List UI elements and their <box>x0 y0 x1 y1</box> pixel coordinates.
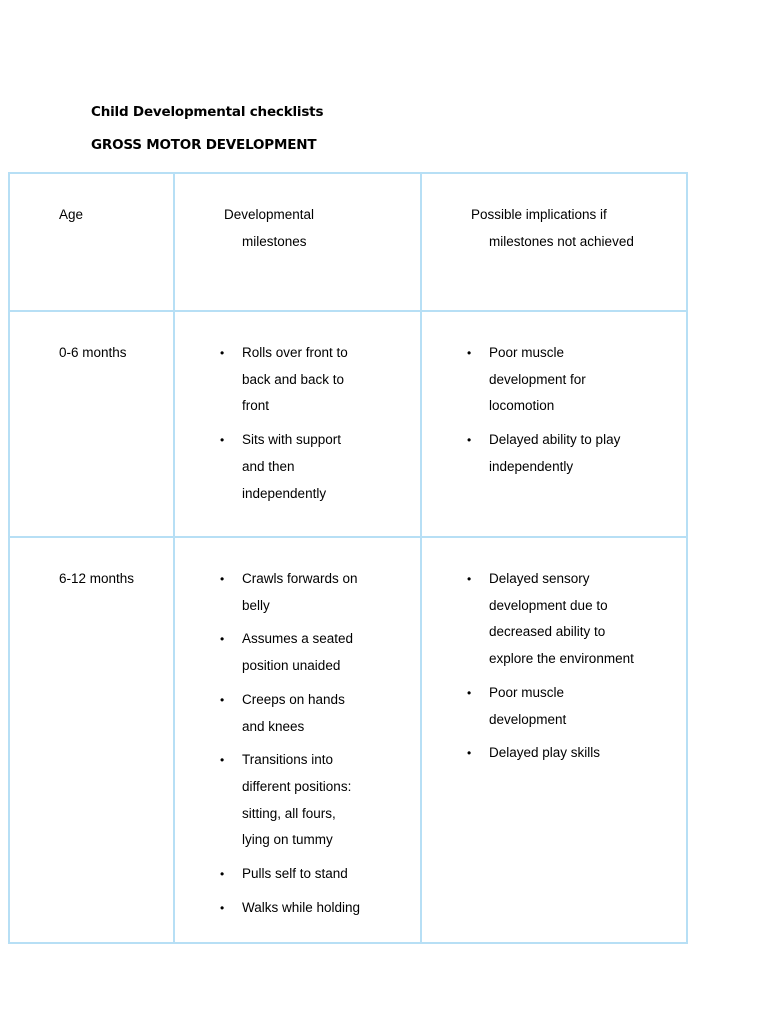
age-cell <box>9 537 174 943</box>
age-value: 0-6 months <box>59 345 127 360</box>
list-item: • Walks while holding <box>175 895 420 922</box>
gross-motor-table <box>8 172 688 944</box>
list-item: • Rolls over front to back and back to front <box>175 340 420 420</box>
header-cell-implications <box>421 173 687 311</box>
list-item: • Pulls self to stand <box>175 861 420 888</box>
list-item: • Delayed sensory development due to decreased ability to explore the environment <box>422 566 686 673</box>
document-title: Child Developmental checklists <box>91 104 324 120</box>
header-implications: Possible implications if milestones not achieved <box>471 207 634 249</box>
header-milestones: Developmental milestones <box>224 207 315 249</box>
list-item: • Poor muscle development for locomotion <box>422 340 686 420</box>
milestones-list <box>175 340 420 507</box>
milestones-cell <box>174 537 421 943</box>
list-item: • Sits with support and then independently <box>175 427 420 507</box>
implications-cell <box>421 537 687 943</box>
table-header-row <box>9 173 687 311</box>
implications-list <box>422 566 686 767</box>
table-row <box>9 311 687 537</box>
list-item: • Transitions into different positions: sitting, all fours, lying on tummy <box>175 747 420 854</box>
list-item: • Delayed play skills <box>422 740 686 767</box>
list-item: • Crawls forwards on belly <box>175 566 420 619</box>
table-row <box>9 537 687 943</box>
list-item: • Poor muscle development <box>422 680 686 733</box>
section-heading: GROSS MOTOR DEVELOPMENT <box>91 137 317 153</box>
milestones-cell <box>174 311 421 537</box>
list-item: • Delayed ability to play independently <box>422 427 686 480</box>
header-age: Age <box>59 207 84 222</box>
age-cell <box>9 311 174 537</box>
implications-list <box>422 340 686 481</box>
header-cell-milestones <box>174 173 421 311</box>
list-item: • Creeps on hands and knees <box>175 687 420 740</box>
list-item: • Assumes a seated position unaided <box>175 626 420 679</box>
age-value: 6-12 months <box>59 571 135 586</box>
implications-cell <box>421 311 687 537</box>
header-cell-age <box>9 173 174 311</box>
milestones-list <box>175 566 420 921</box>
